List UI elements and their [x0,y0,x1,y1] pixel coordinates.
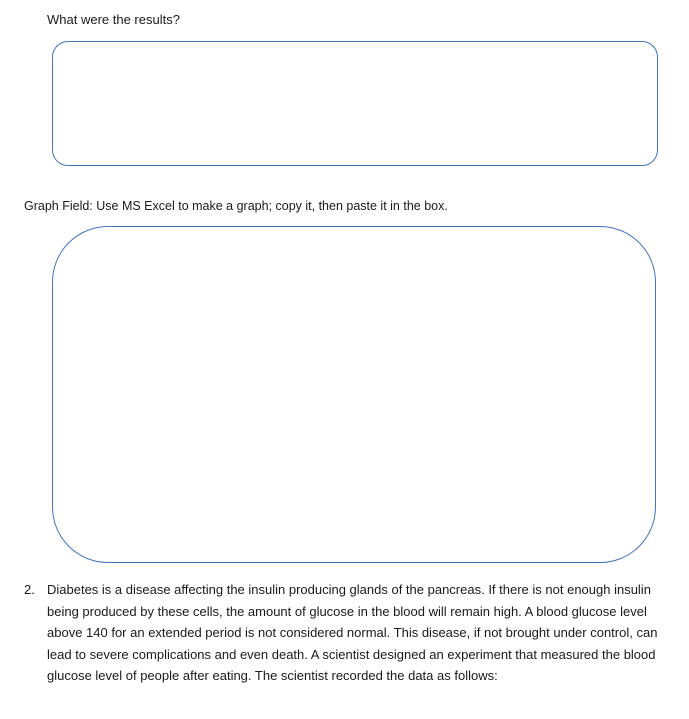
graph-field-label: Graph Field: Use MS Excel to make a graph; copy it, then paste it in the box. [24,199,448,213]
results-answer-box[interactable] [52,41,658,166]
question-2-number: 2. [24,582,35,597]
results-question: What were the results? [47,12,180,27]
question-2-text: Diabetes is a disease affecting the insulin producing glands of the pancreas. If there is not enough insulin being produced by these cells, the amount of glucose in the blood will remain high. A blood glucose level above 140 for an extended period is not considered normal. This disease, if not brought under control, can lead to severe complications and even death. A scientist designed an experiment that measured the blood glucose level of people after eating. The scientist recorded the data as follows: [47,582,658,683]
graph-paste-box[interactable] [52,226,656,563]
question-2 [24,579,669,687]
